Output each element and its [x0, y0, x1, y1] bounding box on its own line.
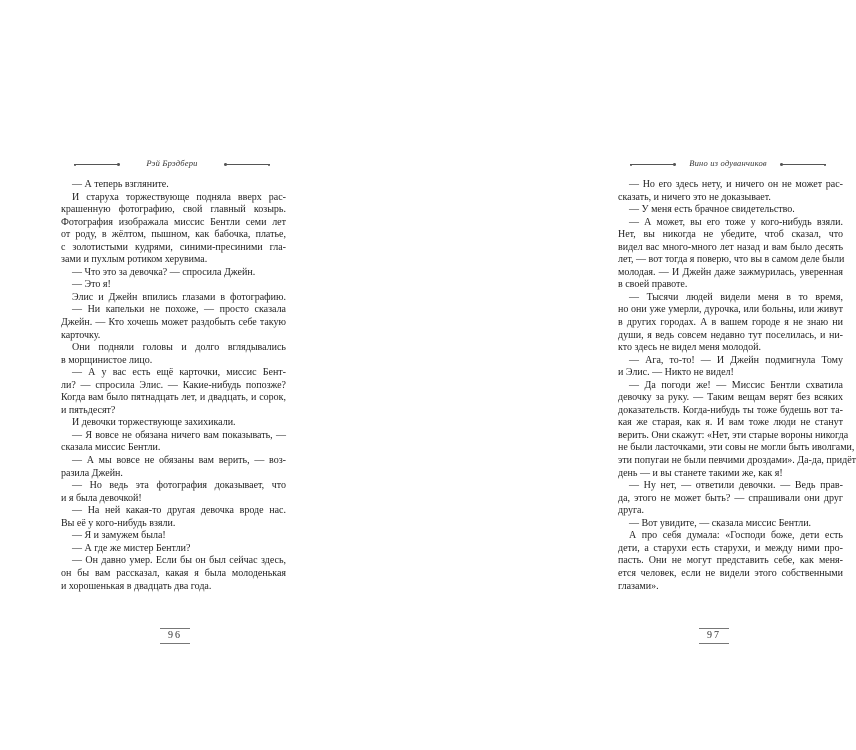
text-line: но они уже умерли, дурочка, или больны, или живут — [618, 304, 843, 316]
text-line: — Ни капельки не похоже, — просто сказала — [72, 304, 286, 316]
text-line: — А где же мистер Бентли? — [72, 542, 191, 554]
text-line: — Ага, то-то! — И Джейн подмигнула Тому — [629, 354, 843, 366]
text-line: — Вот увидите, — сказала миссис Бентли. — [629, 517, 812, 529]
text-line: И старуха торжествующе подняла вверх рас- — [72, 191, 286, 203]
text-line: Вы её у кого-нибудь взяли. — [61, 517, 176, 529]
text-line: эти попугаи не были певчими дроздами». Да-да, придёт — [618, 455, 856, 467]
text-line: кая же старая, как я. И вам тоже люди не станут — [618, 417, 843, 429]
text-line: — На ней какая-то другая девочка вроде нас. — [72, 505, 286, 517]
right-page — [300, 0, 856, 750]
page-number-left: 96 — [158, 629, 192, 643]
body-text-right — [618, 179, 856, 593]
header-ornament-line — [226, 164, 270, 165]
text-line: сказать, и ничего это не доказывает. — [618, 191, 771, 203]
text-line: глазами». — [618, 580, 659, 592]
text-line: и хорошенькая в двадцать два года. — [61, 580, 212, 592]
text-line: — Что это за девочка? — спросила Джейн. — [72, 266, 256, 278]
body-text-left — [61, 179, 286, 593]
header-ornament-line — [782, 164, 826, 165]
text-line: молодая. — И Джейн даже зажмурилась, уверенная — [618, 266, 843, 278]
text-line: дети, а старухи есть старухи, и между ними про- — [618, 542, 843, 554]
text-line: карточку. — [61, 329, 101, 341]
text-line: с золотистыми кудрями, синими-пресиними гла- — [61, 241, 286, 253]
running-header-right — [630, 158, 826, 172]
text-line: пасть. Они не могут представить себе, как меня- — [618, 555, 843, 567]
text-line: — А может, вы его тоже у кого-нибудь взяли. — [629, 216, 843, 228]
text-line: И девочки торжествующе захихикали. — [72, 417, 236, 429]
text-line: — А теперь взгляните. — [72, 179, 169, 190]
text-line: сказала миссис Бентли. — [61, 442, 161, 454]
text-line: зами и пухлым ротиком херувима. — [61, 254, 208, 266]
text-line: в других городах. А в вашем городе я не знаю ни — [618, 317, 843, 329]
text-line: — Но его здесь нету, и ничего он не может рас- — [629, 179, 843, 190]
text-line: Элис и Джейн впились глазами в фотографию. — [72, 291, 286, 303]
text-line: доказательств. Когда-нибудь ты тоже будешь вот та- — [618, 404, 843, 416]
text-line: в морщинистое лицо. — [61, 354, 153, 366]
text-line: и Элис. — Никто не видел! — [618, 367, 734, 379]
text-line: ли? — спросила Элис. — Какие-нибудь попозже? — [61, 379, 286, 391]
text-line: Когда вам было пятнадцать лет, и двадцать, и сорок, — [61, 392, 286, 404]
text-line: разила Джейн. — [61, 467, 123, 479]
text-line: — Да погоди же! — Миссис Бентли схватила — [629, 379, 843, 391]
text-line: Фотография изображала миссис Бентли семи лет — [61, 216, 286, 228]
text-line: Джейн. — Кто хочешь может раздобыть себе такую — [61, 317, 286, 329]
text-line: день — и вы станете такими же, как я! — [618, 467, 783, 479]
text-line: Они подняли головы и долго вглядывались — [72, 342, 286, 354]
page-number-right: 97 — [697, 629, 731, 643]
left-page — [0, 0, 300, 750]
text-line: друга. — [618, 505, 644, 517]
text-line: он бы вам рассказал, какая я была молоденькая — [61, 567, 286, 579]
text-line: ется человек, если не видели этого собственными — [618, 567, 843, 579]
running-header-left — [74, 158, 270, 172]
text-line: — А у вас есть ещё карточки, миссис Бент- — [72, 367, 286, 379]
text-line: и я была девочкой! — [61, 492, 142, 504]
text-line: — Я вовсе не обязана ничего вам показывать, — — [72, 429, 286, 441]
text-line: лет, — вот тогда я поверю, что вы в самом деле были — [618, 254, 845, 266]
text-line: — А мы вовсе не обязаны вам верить, — воз- — [72, 455, 286, 467]
text-line: Нет, вы никогда не убедите, чтоб сказал, что — [618, 229, 843, 241]
text-line: — Ну нет, — ответили девочки. — Ведь прав- — [629, 480, 843, 492]
text-line: — Это я! — [72, 279, 111, 291]
text-line: — Я и замужем была! — [72, 530, 166, 542]
running-title-book: Вино из одуванчиков — [689, 158, 767, 168]
text-line: видел вас много-много лет назад и вам было десять — [618, 241, 843, 253]
text-line: кто здесь не видел меня молодой. — [618, 342, 761, 354]
text-line: А про себя думала: «Господи боже, дети есть — [629, 530, 843, 542]
text-line: не были ласточками, эти совы не могли быть иволгами, — [618, 442, 855, 454]
text-line: девочку за руку. — Таким вещам верят без всяких — [618, 392, 843, 404]
text-line: крашенную фотографию, свой главный козырь. — [61, 204, 286, 216]
text-line: да, этого не может быть? — спрашивали они друг — [618, 492, 843, 504]
text-line: — Тысячи людей видели меня в то время, — [629, 291, 843, 303]
text-line: от роду, в жёлтом, пышном, как бабочка, платье, — [61, 229, 286, 241]
text-line: верить. Они скажут: «Нет, эти старые вороны никогда — [618, 429, 849, 441]
text-line: — У меня есть брачное свидетельство. — [629, 204, 795, 216]
text-line: в своей правоте. — [618, 279, 688, 291]
text-line: — Но ведь эта фотография доказывает, что — [72, 480, 286, 492]
text-line: души, я ведь совсем недавно тут поселилась, и ни- — [618, 329, 843, 341]
text-line: — Он давно умер. Если бы он был сейчас здесь, — [72, 555, 286, 567]
running-title-author: Рэй Брэдбери — [146, 158, 198, 168]
text-line: и пятьдесят? — [61, 404, 116, 416]
